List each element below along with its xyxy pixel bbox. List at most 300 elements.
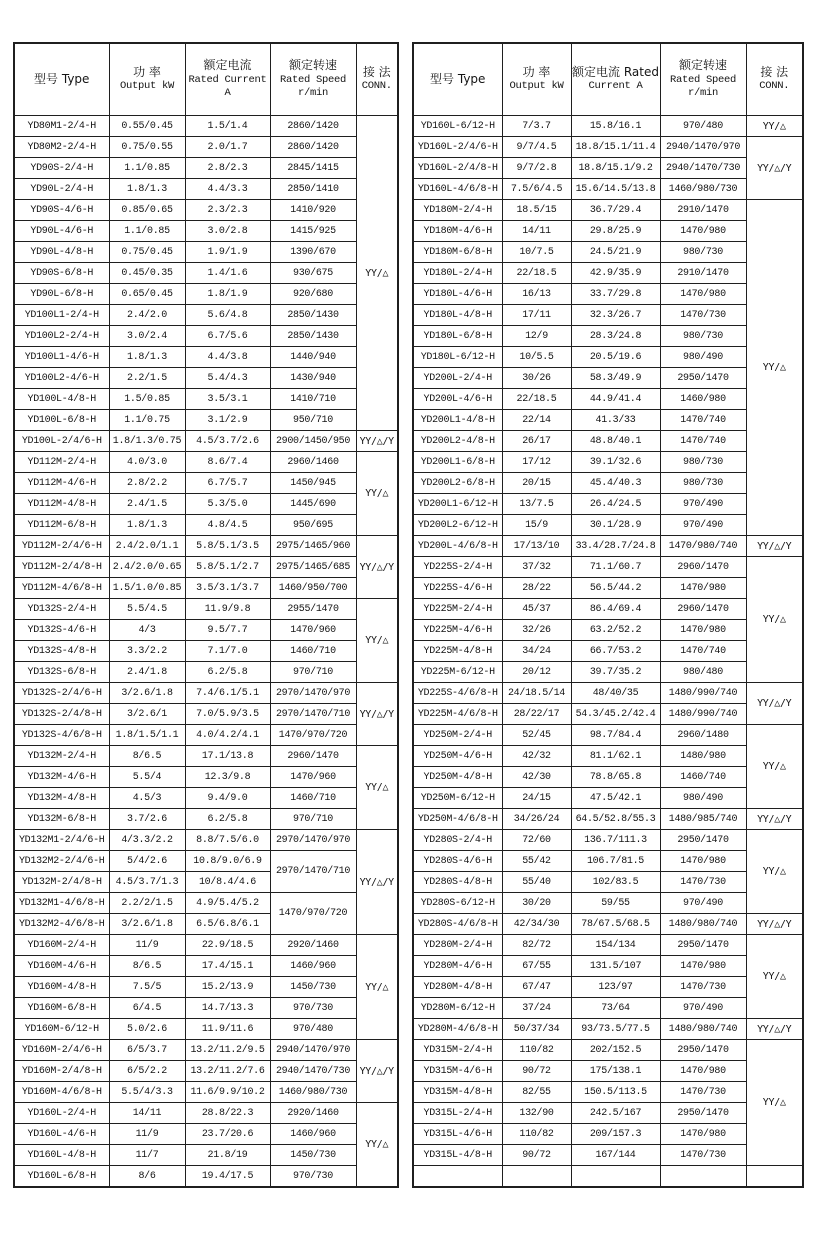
type-cell: YD180L-4/8-H bbox=[413, 305, 502, 326]
table-row bbox=[14, 725, 398, 746]
power-cell: 82/72 bbox=[502, 935, 571, 956]
type-cell: YD100L2-4/6-H bbox=[14, 368, 109, 389]
type-cell: YD112M-2/4-H bbox=[14, 452, 109, 473]
type-cell: YD112M-4/6/8-H bbox=[14, 578, 109, 599]
table-row bbox=[14, 494, 398, 515]
speed-cell: 970/490 bbox=[660, 515, 746, 536]
power-cell: 17/13/10 bbox=[502, 536, 571, 557]
column-header-power-line: Output kW bbox=[509, 80, 564, 93]
power-cell: 3.0/2.4 bbox=[109, 326, 185, 347]
column-header-conn-line: CONN. bbox=[361, 80, 392, 93]
type-cell: YD160M-2/4/8-H bbox=[14, 1061, 109, 1082]
type-cell: YD112M-4/6-H bbox=[14, 473, 109, 494]
column-header-speed-line: r/min bbox=[297, 87, 328, 100]
current-cell: 7.0/5.9/3.5 bbox=[185, 704, 270, 725]
table-row bbox=[14, 746, 398, 767]
speed-cell: 2950/1470 bbox=[660, 1103, 746, 1124]
column-header-power-line: 功 率 bbox=[133, 64, 161, 79]
table-row bbox=[413, 809, 803, 830]
speed-cell: 2940/1470/970 bbox=[660, 137, 746, 158]
current-cell: 56.5/44.2 bbox=[571, 578, 660, 599]
column-header-type bbox=[14, 43, 109, 116]
speed-cell: 1460/980/730 bbox=[660, 179, 746, 200]
power-cell: 5/4/2.6 bbox=[109, 851, 185, 872]
current-cell: 12.3/9.8 bbox=[185, 767, 270, 788]
type-cell: YD280M-4/8-H bbox=[413, 977, 502, 998]
table-row bbox=[14, 935, 398, 956]
column-header-speed-line: 额定转速 bbox=[288, 58, 337, 73]
type-cell: YD225S-4/6-H bbox=[413, 578, 502, 599]
speed-cell: 1440/940 bbox=[270, 347, 356, 368]
table-row bbox=[413, 767, 803, 788]
power-cell: 4.5/3.7/1.3 bbox=[109, 872, 185, 893]
table-row bbox=[413, 431, 803, 452]
column-header-speed bbox=[270, 43, 356, 116]
table-row bbox=[14, 410, 398, 431]
power-cell: 72/60 bbox=[502, 830, 571, 851]
speed-cell: 980/490 bbox=[660, 347, 746, 368]
column-header-current-line: A bbox=[224, 87, 231, 100]
power-cell: 22/14 bbox=[502, 410, 571, 431]
column-header-conn bbox=[356, 43, 398, 116]
speed-cell: 970/490 bbox=[660, 494, 746, 515]
type-cell: YD250M-4/6/8-H bbox=[413, 809, 502, 830]
current-cell: 5.8/5.1/3.5 bbox=[185, 536, 270, 557]
power-cell: 9/7/2.8 bbox=[502, 158, 571, 179]
type-cell: YD90L-4/6-H bbox=[14, 221, 109, 242]
current-cell: 29.8/25.9 bbox=[571, 221, 660, 242]
power-cell: 22/18.5 bbox=[502, 263, 571, 284]
table-row bbox=[14, 1124, 398, 1145]
speed-cell: 1470/730 bbox=[660, 872, 746, 893]
current-cell: 21.8/19 bbox=[185, 1145, 270, 1166]
power-cell: 0.45/0.35 bbox=[109, 263, 185, 284]
speed-cell: 1460/980 bbox=[660, 389, 746, 410]
speed-cell: 2910/1470 bbox=[660, 263, 746, 284]
connection-cell: YY/△/Y bbox=[356, 1040, 398, 1103]
current-cell: 17.4/15.1 bbox=[185, 956, 270, 977]
speed-cell: 1460/710 bbox=[270, 788, 356, 809]
connection-cell: YY/△/Y bbox=[356, 683, 398, 746]
power-cell: 3/2.6/1 bbox=[109, 704, 185, 725]
power-cell: 1.8/1.3 bbox=[109, 179, 185, 200]
type-cell: YD280M-2/4-H bbox=[413, 935, 502, 956]
current-cell: 167/144 bbox=[571, 1145, 660, 1166]
column-header-current-line: Rated Current bbox=[188, 73, 267, 86]
speed-cell: 970/480 bbox=[270, 1019, 356, 1040]
power-cell: 1.1/0.75 bbox=[109, 410, 185, 431]
type-cell: YD132S-2/4/8-H bbox=[14, 704, 109, 725]
power-cell: 132/90 bbox=[502, 1103, 571, 1124]
connection-cell: YY/△ bbox=[356, 935, 398, 1040]
speed-cell: 2950/1470 bbox=[660, 1040, 746, 1061]
current-cell: 44.9/41.4 bbox=[571, 389, 660, 410]
type-cell: YD160L-6/8-H bbox=[14, 1166, 109, 1188]
current-cell: 26.4/24.5 bbox=[571, 494, 660, 515]
type-cell: YD160M-2/4/6-H bbox=[14, 1040, 109, 1061]
current-cell: 2.0/1.7 bbox=[185, 137, 270, 158]
current-cell: 209/157.3 bbox=[571, 1124, 660, 1145]
current-cell: 36.7/29.4 bbox=[571, 200, 660, 221]
current-cell: 4.9/5.4/5.2 bbox=[185, 893, 270, 914]
current-cell bbox=[571, 1166, 660, 1188]
table-row bbox=[413, 536, 803, 557]
current-cell: 42.9/35.9 bbox=[571, 263, 660, 284]
table-row bbox=[14, 179, 398, 200]
type-cell: YD200L2-4/8-H bbox=[413, 431, 502, 452]
column-header-type bbox=[413, 43, 502, 116]
type-cell: YD112M-2/4/8-H bbox=[14, 557, 109, 578]
type-cell: YD90L-6/8-H bbox=[14, 284, 109, 305]
power-cell: 26/17 bbox=[502, 431, 571, 452]
type-cell: YD280M-6/12-H bbox=[413, 998, 502, 1019]
current-cell: 58.3/49.9 bbox=[571, 368, 660, 389]
speed-cell: 970/480 bbox=[660, 116, 746, 137]
power-cell: 11/9 bbox=[109, 1124, 185, 1145]
type-cell: YD180L-4/6-H bbox=[413, 284, 502, 305]
current-cell: 13.2/11.2/7.6 bbox=[185, 1061, 270, 1082]
speed-cell: 1470/980 bbox=[660, 1061, 746, 1082]
current-cell: 81.1/62.1 bbox=[571, 746, 660, 767]
current-cell: 33.7/29.8 bbox=[571, 284, 660, 305]
current-cell: 4.5/3.7/2.6 bbox=[185, 431, 270, 452]
power-cell: 7.5/6/4.5 bbox=[502, 179, 571, 200]
table-row bbox=[413, 956, 803, 977]
speed-cell: 980/730 bbox=[660, 452, 746, 473]
column-header-power bbox=[109, 43, 185, 116]
power-cell: 2.4/2.0/1.1 bbox=[109, 536, 185, 557]
table-row bbox=[14, 305, 398, 326]
current-cell: 64.5/52.8/55.3 bbox=[571, 809, 660, 830]
current-cell: 73/64 bbox=[571, 998, 660, 1019]
table-row bbox=[413, 872, 803, 893]
type-cell: YD200L1-6/8-H bbox=[413, 452, 502, 473]
power-cell: 42/32 bbox=[502, 746, 571, 767]
table-row bbox=[413, 1061, 803, 1082]
type-cell: YD200L1-4/8-H bbox=[413, 410, 502, 431]
column-header-speed-line: Rated Speed bbox=[279, 73, 346, 86]
current-cell: 22.9/18.5 bbox=[185, 935, 270, 956]
speed-cell bbox=[660, 1166, 746, 1188]
column-header-power-line: 功 率 bbox=[522, 64, 551, 79]
power-cell: 55/40 bbox=[502, 872, 571, 893]
power-cell: 34/24 bbox=[502, 641, 571, 662]
current-cell: 102/83.5 bbox=[571, 872, 660, 893]
type-cell: YD225M-4/6-H bbox=[413, 620, 502, 641]
speed-cell: 1460/960 bbox=[270, 1124, 356, 1145]
power-cell: 4.0/3.0 bbox=[109, 452, 185, 473]
current-cell: 242.5/167 bbox=[571, 1103, 660, 1124]
speed-cell: 1480/985/740 bbox=[660, 809, 746, 830]
speed-cell: 2845/1415 bbox=[270, 158, 356, 179]
power-cell: 32/26 bbox=[502, 620, 571, 641]
speed-cell: 980/730 bbox=[660, 242, 746, 263]
table-row bbox=[14, 1082, 398, 1103]
type-cell: YD132M1-4/6/8-H bbox=[14, 893, 109, 914]
current-cell: 202/152.5 bbox=[571, 1040, 660, 1061]
type-cell: YD160M-4/6-H bbox=[14, 956, 109, 977]
current-cell: 7.1/7.0 bbox=[185, 641, 270, 662]
column-header-current bbox=[185, 43, 270, 116]
type-cell: YD180M-4/6-H bbox=[413, 221, 502, 242]
type-cell: YD160L-2/4-H bbox=[14, 1103, 109, 1124]
current-cell: 6.5/6.8/6.1 bbox=[185, 914, 270, 935]
power-cell: 0.75/0.55 bbox=[109, 137, 185, 158]
connection-cell: YY/△/Y bbox=[746, 1019, 803, 1040]
type-cell: YD250M-4/6-H bbox=[413, 746, 502, 767]
table-row bbox=[14, 704, 398, 725]
power-cell: 2.2/2/1.5 bbox=[109, 893, 185, 914]
type-cell: YD90L-4/8-H bbox=[14, 242, 109, 263]
table-row bbox=[14, 536, 398, 557]
type-cell: YD112M-2/4/6-H bbox=[14, 536, 109, 557]
current-cell: 10.8/9.0/6.9 bbox=[185, 851, 270, 872]
speed-cell: 1470/980/740 bbox=[660, 536, 746, 557]
speed-cell: 1470/980 bbox=[660, 221, 746, 242]
type-cell: YD315L-4/8-H bbox=[413, 1145, 502, 1166]
current-cell: 11.9/11.6 bbox=[185, 1019, 270, 1040]
connection-cell: YY/△ bbox=[746, 200, 803, 536]
type-cell: YD132M-4/6-H bbox=[14, 767, 109, 788]
type-cell: YD100L-2/4/6-H bbox=[14, 431, 109, 452]
speed-cell: 1460/710 bbox=[270, 641, 356, 662]
current-cell: 6.7/5.6 bbox=[185, 326, 270, 347]
speed-cell: 2970/1470/710 bbox=[270, 704, 356, 725]
table-row bbox=[413, 725, 803, 746]
current-cell: 93/73.5/77.5 bbox=[571, 1019, 660, 1040]
type-cell: YD160M-6/12-H bbox=[14, 1019, 109, 1040]
column-header-current-line: 额定电流 Rated bbox=[572, 64, 659, 79]
current-cell: 59/55 bbox=[571, 893, 660, 914]
current-cell: 15.2/13.9 bbox=[185, 977, 270, 998]
speed-cell: 1460/740 bbox=[660, 767, 746, 788]
type-cell: YD225M-4/8-H bbox=[413, 641, 502, 662]
speed-cell: 2850/1430 bbox=[270, 305, 356, 326]
table-row bbox=[413, 515, 803, 536]
type-cell: YD100L-4/8-H bbox=[14, 389, 109, 410]
table-row bbox=[14, 851, 398, 872]
speed-cell: 980/730 bbox=[660, 326, 746, 347]
power-cell: 1.5/1.0/0.85 bbox=[109, 578, 185, 599]
current-cell: 28.3/24.8 bbox=[571, 326, 660, 347]
speed-cell: 980/480 bbox=[660, 662, 746, 683]
speed-cell: 2860/1420 bbox=[270, 137, 356, 158]
table-row bbox=[413, 1166, 803, 1188]
speed-cell: 2940/1470/730 bbox=[270, 1061, 356, 1082]
power-cell: 1.8/1.5/1.1 bbox=[109, 725, 185, 746]
table-row bbox=[14, 1145, 398, 1166]
current-cell: 23.7/20.6 bbox=[185, 1124, 270, 1145]
column-header-current-line: 额定电流 bbox=[203, 58, 252, 73]
table-row bbox=[14, 263, 398, 284]
table-row bbox=[413, 284, 803, 305]
type-cell: YD200L2-6/8-H bbox=[413, 473, 502, 494]
connection-cell: YY/△ bbox=[356, 116, 398, 431]
table-row bbox=[14, 137, 398, 158]
power-cell: 5.5/4/3.3 bbox=[109, 1082, 185, 1103]
type-cell: YD200L-2/4-H bbox=[413, 368, 502, 389]
power-cell: 37/32 bbox=[502, 557, 571, 578]
power-cell: 0.55/0.45 bbox=[109, 116, 185, 137]
power-cell: 7/3.7 bbox=[502, 116, 571, 137]
type-cell: YD132M2-4/6/8-H bbox=[14, 914, 109, 935]
speed-cell: 2960/1460 bbox=[270, 452, 356, 473]
power-cell: 0.65/0.45 bbox=[109, 284, 185, 305]
connection-cell: YY/△ bbox=[356, 746, 398, 830]
table-row bbox=[413, 998, 803, 1019]
speed-cell: 1470/730 bbox=[660, 977, 746, 998]
table-row bbox=[14, 1040, 398, 1061]
current-cell: 1.9/1.9 bbox=[185, 242, 270, 263]
type-cell: YD160L-2/4/6-H bbox=[413, 137, 502, 158]
speed-cell: 2970/1470/970 bbox=[270, 830, 356, 851]
current-cell: 5.3/5.0 bbox=[185, 494, 270, 515]
table-row bbox=[14, 242, 398, 263]
table-row bbox=[14, 326, 398, 347]
speed-cell: 2970/1470/970 bbox=[270, 683, 356, 704]
type-cell: YD132M-2/4-H bbox=[14, 746, 109, 767]
current-cell: 71.1/60.7 bbox=[571, 557, 660, 578]
current-cell: 28.8/22.3 bbox=[185, 1103, 270, 1124]
power-cell: 4/3.3/2.2 bbox=[109, 830, 185, 851]
current-cell: 154/134 bbox=[571, 935, 660, 956]
type-cell: YD315M-4/6-H bbox=[413, 1061, 502, 1082]
speed-cell: 2960/1470 bbox=[660, 557, 746, 578]
table-row bbox=[413, 1082, 803, 1103]
power-cell: 67/55 bbox=[502, 956, 571, 977]
speed-cell: 2940/1470/970 bbox=[270, 1040, 356, 1061]
type-cell: YD132M-4/8-H bbox=[14, 788, 109, 809]
current-cell: 8.6/7.4 bbox=[185, 452, 270, 473]
type-cell: YD132M2-2/4/6-H bbox=[14, 851, 109, 872]
table-row bbox=[413, 620, 803, 641]
table-row bbox=[413, 263, 803, 284]
current-cell: 30.1/28.9 bbox=[571, 515, 660, 536]
speed-cell: 2920/1460 bbox=[270, 1103, 356, 1124]
type-cell: YD100L1-4/6-H bbox=[14, 347, 109, 368]
connection-cell: YY/△ bbox=[746, 116, 803, 137]
power-cell: 1.8/1.3 bbox=[109, 347, 185, 368]
speed-cell: 1480/990/740 bbox=[660, 704, 746, 725]
speed-cell: 920/680 bbox=[270, 284, 356, 305]
current-cell: 11.6/9.9/10.2 bbox=[185, 1082, 270, 1103]
type-cell: YD160L-4/8-H bbox=[14, 1145, 109, 1166]
table-row bbox=[413, 305, 803, 326]
connection-cell bbox=[746, 1166, 803, 1188]
current-cell: 2.8/2.3 bbox=[185, 158, 270, 179]
power-cell: 7.5/5 bbox=[109, 977, 185, 998]
table-row bbox=[413, 662, 803, 683]
type-cell: YD280M-4/6/8-H bbox=[413, 1019, 502, 1040]
speed-cell: 1480/980/740 bbox=[660, 1019, 746, 1040]
table-row bbox=[413, 599, 803, 620]
type-cell: YD250M-2/4-H bbox=[413, 725, 502, 746]
type-cell: YD180M-6/8-H bbox=[413, 242, 502, 263]
current-cell: 20.5/19.6 bbox=[571, 347, 660, 368]
current-cell: 4.4/3.3 bbox=[185, 179, 270, 200]
table-row bbox=[413, 494, 803, 515]
table-row bbox=[14, 116, 398, 137]
current-cell: 9.4/9.0 bbox=[185, 788, 270, 809]
speed-cell: 1410/710 bbox=[270, 389, 356, 410]
speed-cell: 980/490 bbox=[660, 788, 746, 809]
type-cell: YD80M2-2/4-H bbox=[14, 137, 109, 158]
speed-cell: 1470/980 bbox=[660, 284, 746, 305]
speed-cell: 1460/960 bbox=[270, 956, 356, 977]
current-cell: 15.6/14.5/13.8 bbox=[571, 179, 660, 200]
speed-cell: 1470/970/720 bbox=[270, 725, 356, 746]
current-cell: 18.8/15.1/11.4 bbox=[571, 137, 660, 158]
speed-cell: 970/490 bbox=[660, 893, 746, 914]
table-row bbox=[14, 158, 398, 179]
power-cell: 2.2/1.5 bbox=[109, 368, 185, 389]
current-cell: 1.5/1.4 bbox=[185, 116, 270, 137]
connection-cell: YY/△/Y bbox=[356, 830, 398, 935]
table-row bbox=[413, 452, 803, 473]
type-cell: YD90L-2/4-H bbox=[14, 179, 109, 200]
column-header-power bbox=[502, 43, 571, 116]
table-row bbox=[14, 221, 398, 242]
table-row bbox=[14, 284, 398, 305]
current-cell: 4.4/3.8 bbox=[185, 347, 270, 368]
speed-cell: 1470/980 bbox=[660, 578, 746, 599]
table-row bbox=[413, 473, 803, 494]
table-row bbox=[413, 137, 803, 158]
power-cell: 11/9 bbox=[109, 935, 185, 956]
power-cell: 82/55 bbox=[502, 1082, 571, 1103]
type-cell: YD180L-2/4-H bbox=[413, 263, 502, 284]
current-cell: 18.8/15.1/9.2 bbox=[571, 158, 660, 179]
table-row bbox=[413, 830, 803, 851]
type-cell: YD90S-4/6-H bbox=[14, 200, 109, 221]
speed-cell: 1470/960 bbox=[270, 620, 356, 641]
speed-cell: 1415/925 bbox=[270, 221, 356, 242]
type-cell: YD132M-2/4/8-H bbox=[14, 872, 109, 893]
motor-spec-table-right bbox=[412, 42, 804, 1188]
table-row bbox=[14, 620, 398, 641]
speed-cell: 1410/920 bbox=[270, 200, 356, 221]
power-cell: 42/30 bbox=[502, 767, 571, 788]
column-header-type-line: 型号 Type bbox=[34, 71, 90, 86]
power-cell: 1.1/0.85 bbox=[109, 158, 185, 179]
connection-cell: YY/△ bbox=[746, 830, 803, 914]
speed-cell: 2950/1470 bbox=[660, 830, 746, 851]
table-row bbox=[413, 179, 803, 200]
header-row bbox=[413, 43, 803, 116]
power-cell: 17/11 bbox=[502, 305, 571, 326]
speed-cell: 1470/730 bbox=[660, 305, 746, 326]
table-row bbox=[413, 1124, 803, 1145]
type-cell: YD160L-6/12-H bbox=[413, 116, 502, 137]
table-row bbox=[14, 767, 398, 788]
type-cell bbox=[413, 1166, 502, 1188]
power-cell: 10/5.5 bbox=[502, 347, 571, 368]
speed-cell: 970/730 bbox=[270, 998, 356, 1019]
table-row bbox=[14, 599, 398, 620]
column-header-speed bbox=[660, 43, 746, 116]
type-cell: YD315M-4/8-H bbox=[413, 1082, 502, 1103]
power-cell: 24/15 bbox=[502, 788, 571, 809]
speed-cell: 2850/1430 bbox=[270, 326, 356, 347]
table-row bbox=[413, 683, 803, 704]
connection-cell: YY/△/Y bbox=[356, 536, 398, 599]
table-row bbox=[14, 368, 398, 389]
table-row bbox=[413, 935, 803, 956]
type-cell: YD80M1-2/4-H bbox=[14, 116, 109, 137]
current-cell: 131.5/107 bbox=[571, 956, 660, 977]
speed-cell: 1470/980 bbox=[660, 851, 746, 872]
table-row bbox=[14, 557, 398, 578]
